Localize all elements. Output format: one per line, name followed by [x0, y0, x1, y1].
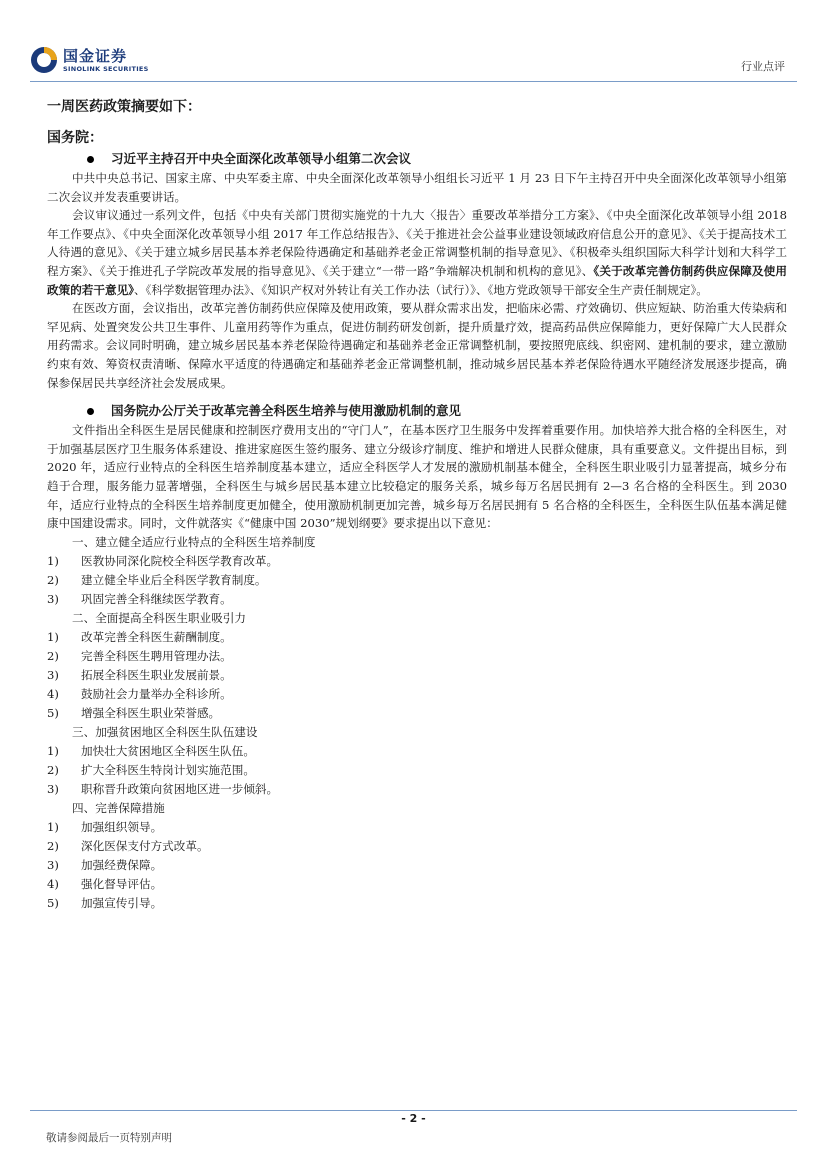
opinion-list	[47, 533, 787, 913]
list-item: 5) 增强全科医生职业荣誉感。	[47, 705, 221, 720]
footer-divider	[30, 1110, 797, 1111]
section-title: 一、建立健全适应行业特点的全科医生培养制度	[72, 534, 316, 549]
list-item: 4) 鼓励社会力量举办全科诊所。	[47, 686, 232, 701]
bullet-icon	[87, 156, 94, 163]
list-item: 1) 改革完善全科医生薪酬制度。	[47, 629, 232, 644]
list-item: 5) 加强宣传引导。	[47, 895, 163, 910]
news1-p2-bold: 《关于改革完善仿制药供应保障及使用政策的若干意见》	[47, 263, 787, 297]
list-item: 1) 加强组织领导。	[47, 819, 163, 834]
list-item: 3) 拓展全科医生职业发展前景。	[47, 667, 232, 682]
disclaimer-note: 敬请参阅最后一页特别声明	[46, 1132, 172, 1144]
document-body	[47, 98, 787, 913]
section-title: 三、加强贫困地区全科医生队伍建设	[72, 724, 258, 739]
list-item: 3) 巩固完善全科继续医学教育。	[47, 591, 232, 606]
news-title-2	[47, 402, 787, 420]
news-title-1	[47, 150, 787, 168]
section-heading: 国务院：	[47, 130, 103, 146]
report-type: 行业点评	[741, 60, 785, 73]
list-item: 1) 加快壮大贫困地区全科医生队伍。	[47, 743, 255, 758]
news-title-2-text: 国务院办公厅关于改革完善全科医生培养与使用激励机制的意见	[111, 403, 462, 419]
logo-text-en: SINOLINK SECURITIES	[63, 65, 149, 73]
news1-p2-part-b: 、《科学数据管理办法》、《知识产权对外转让有关工作办法（试行）》、《地方党政领导干部安全生产责任制规定》。	[133, 282, 708, 297]
page-heading: 一周医药政策摘要如下：	[47, 99, 201, 115]
list-item: 4) 强化督导评估。	[47, 876, 163, 891]
news2-paragraph-1: 文件指出全科医生是居民健康和控制医疗费用支出的“守门人”，在基本医疗卫生服务中发挥着重要作用。加快培养大批合格的全科医生，对于加强基层医疗卫生服务体系建设、推进家庭医生签约服务、建立分级诊疗制度、维护和增进人民群众健康，具有重要意义。文件提出目标，到 2020 年，适应行业特点的全科医生培养制度基本建立，适应全科医学人才发展的激励机制基本健全，全科医生职业吸引力显著提高，城乡分布趋于合理，服务能力显著增强，全科医生与城乡居民基本建立比较稳定的服务关系，城乡每万名居民拥有 2—3 名合格的全科医生。到 2030 年，适应行业特点的全科医生培养制度更加健全，使用激励机制更加完善，城乡每万名居民拥有 5 名合格的全科医生，全科医生队伍基本满足健康中国建设需求。同时，文件就落实《“健康中国 2030”规划纲要》要求提出以下意见：	[47, 423, 787, 531]
list-item: 1) 医教协同深化院校全科医学教育改革。	[47, 553, 279, 568]
list-item: 2) 扩大全科医生特岗计划实施范围。	[47, 762, 255, 777]
page-number: - 2 -	[401, 1112, 426, 1125]
page-header	[30, 44, 797, 80]
logo-text-cn: 国金证券	[63, 47, 128, 65]
news1-p2-part-a: 会议审议通过一系列文件，包括《中央有关部门贯彻实施党的十九大〈报告〉重要改革举措分工方案》、《中央全面深化改革领导小组 2018 年工作要点》、《中央全面深化改革领导小组 2017 年工作总结报告》、《关于推进社会公益事业建设领域政府信息公开的意见》、《关于提高技术工人待遇的意见》、《关于建立城乡居民基本养老保险待遇确定和基础养老金正常调整机制的指导意见》、《积极牵头组织国际大科学计划和大科学工程方案》、《关于推进孔子学院改革发展的指导意见》、《关于建立“一带一路”争端解决机制和机构的意见》、	[47, 208, 787, 278]
logo-icon	[30, 46, 58, 74]
news1-paragraph-2	[47, 206, 787, 299]
news-title-1-text: 习近平主持召开中央全面深化改革领导小组第二次会议	[111, 151, 412, 166]
section-title: 二、全面提高全科医生职业吸引力	[72, 610, 246, 625]
list-item: 2) 建立健全毕业后全科医学教育制度。	[47, 572, 267, 587]
list-item: 2) 完善全科医生聘用管理办法。	[47, 648, 232, 663]
list-item: 3) 职称晋升政策向贫困地区进一步倾斜。	[47, 781, 279, 796]
header-divider	[30, 81, 797, 82]
company-logo	[30, 44, 160, 78]
list-item: 3) 加强经费保障。	[47, 857, 163, 872]
list-item: 2) 深化医保支付方式改革。	[47, 838, 209, 853]
news1-paragraph-1: 中共中央总书记、国家主席、中央军委主席、中央全面深化改革领导小组组长习近平 1 月 23 日下午主持召开中央全面深化改革领导小组第二次会议并发表重要讲话。	[47, 171, 787, 204]
news1-paragraph-3: 在医改方面，会议指出，改革完善仿制药供应保障及使用政策，要从群众需求出发，把临床必需、疗效确切、供应短缺、防治重大传染病和罕见病、处置突发公共卫生事件、儿童用药等作为重点，促进仿制药研发创新，提升质量疗效，提高药品供应保障能力，更好保障广大人民群众用药需求。会议同时明确，建立城乡居民基本养老保险待遇确定和基础养老金正常调整机制，要按照兜底线、织密网、建机制的要求，建立激励约束有效、筹资权责清晰、保障水平适度的待遇确定和基础养老金正常调整机制，推动城乡居民基本养老保险待遇水平随经济发展逐步提高，确保参保居民共享经济社会发展成果。	[47, 301, 787, 390]
section-title: 四、完善保障措施	[72, 800, 165, 815]
